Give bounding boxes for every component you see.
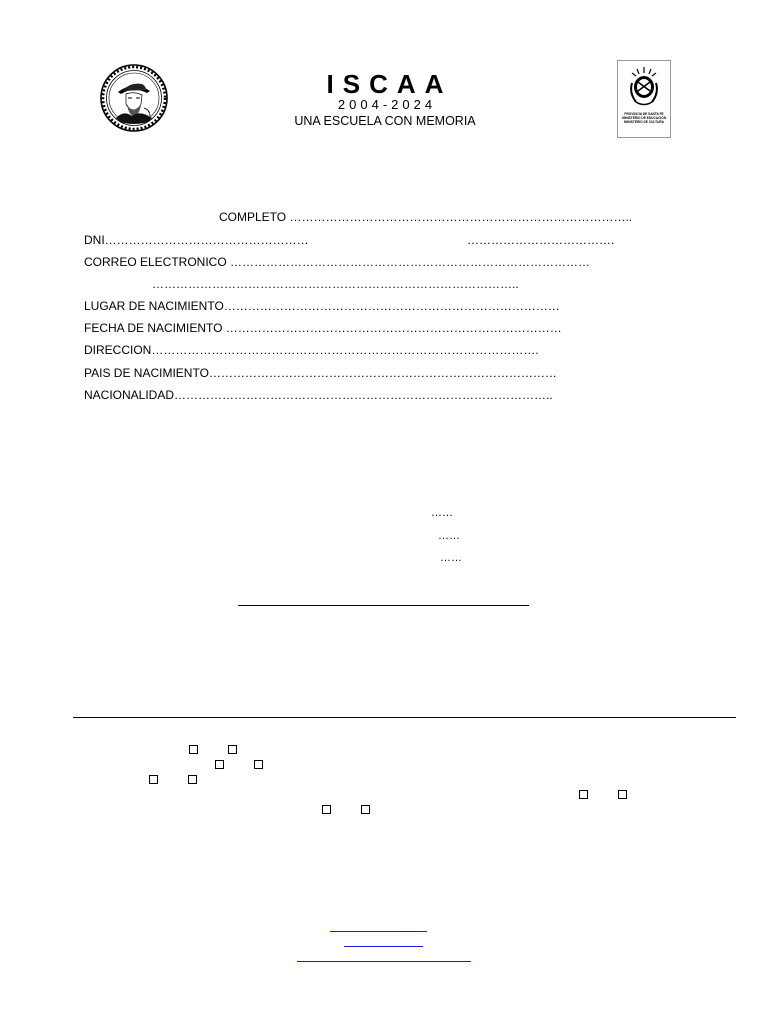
checkbox-2b[interactable] <box>254 760 263 769</box>
field-direccion: DIRECCION……………………………………………………………………………………. <box>84 343 539 357</box>
dots-2: …… <box>438 530 460 542</box>
right-seal-logo <box>617 60 671 138</box>
left-seal-logo <box>100 64 168 132</box>
checkbox-4a[interactable] <box>579 790 588 799</box>
signature-line <box>238 605 529 606</box>
right-seal-caption: PROVINCIA DE SANTA FE MINISTERIO DE EDUCACIÓN MINISTERIO DE CULTURA <box>621 112 667 124</box>
checkbox-3a[interactable] <box>149 775 158 784</box>
dots-3: …… <box>440 552 462 564</box>
checkbox-3b[interactable] <box>188 775 197 784</box>
field-completo: COMPLETO ………………………………………………………………………….. <box>219 210 633 224</box>
link-underline-3[interactable] <box>297 961 471 962</box>
link-underline-1[interactable] <box>330 931 427 932</box>
checkbox-4b[interactable] <box>618 790 627 799</box>
link-underline-2[interactable] <box>344 946 423 947</box>
section-separator <box>73 717 736 718</box>
checkbox-5b[interactable] <box>361 805 370 814</box>
checkbox-5a[interactable] <box>322 805 331 814</box>
field-lugar-nacimiento: LUGAR DE NACIMIENTO………………………………………………………………………… <box>84 299 560 313</box>
field-fecha-nacimiento: FECHA DE NACIMIENTO ………………………………………………………………………… <box>84 321 562 335</box>
checkbox-1b[interactable] <box>228 745 237 754</box>
dots-1: …… <box>431 507 453 519</box>
field-dni-extra: ………………………………. <box>467 233 615 247</box>
checkbox-2a[interactable] <box>215 760 224 769</box>
coat-of-arms-icon <box>626 65 662 109</box>
field-nacionalidad: NACIONALIDAD………………………………………………………………………………….. <box>84 388 553 402</box>
portrait-seal-icon <box>100 64 168 132</box>
field-dni: DNI…………………………………………… <box>84 233 309 247</box>
checkbox-1a[interactable] <box>189 745 198 754</box>
field-correo-continuation: ……………………………………………………………………………….. <box>152 277 519 291</box>
institution-title: ISCAA <box>326 69 453 99</box>
institution-motto: UNA ESCUELA CON MEMORIA <box>294 114 476 128</box>
field-correo: CORREO ELECTRONICO ……………………………………………………………………………… <box>84 255 591 269</box>
institution-title-block <box>280 70 490 129</box>
field-pais-nacimiento: PAIS DE NACIMIENTO…………………………………………………………………………… <box>84 366 557 380</box>
institution-years: 2004-2024 <box>337 97 437 112</box>
